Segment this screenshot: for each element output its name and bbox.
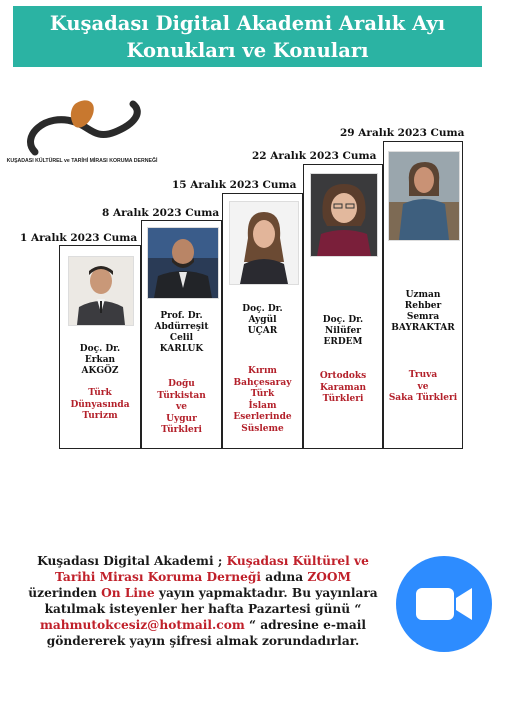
session-card-3 xyxy=(222,193,303,449)
speaker-name-4: Doç. Dr. Nilüfer ERDEM xyxy=(322,315,364,347)
session-topic-5: Truva ve Saka Türkleri xyxy=(388,370,458,403)
speaker-photo-1 xyxy=(68,256,134,326)
speaker-photo-5 xyxy=(388,151,460,241)
session-date-1: 1 Aralık 2023 Cuma xyxy=(20,232,138,244)
session-card-5 xyxy=(383,141,463,449)
page-title-line2: Konukları ve Konuları xyxy=(126,39,369,62)
session-date-4: 22 Aralık 2023 Cuma xyxy=(252,150,377,162)
online-word: On Line xyxy=(101,586,155,600)
logo-text: KUŞADASI KÜLTÜREL ve TARİHİ MİRASI KORUMA DERNEĞİ xyxy=(6,158,158,164)
speaker-photo-2 xyxy=(147,227,219,299)
session-date-3: 15 Aralık 2023 Cuma xyxy=(172,179,297,191)
header-banner xyxy=(13,6,482,67)
speaker-photo-3 xyxy=(229,201,299,285)
session-date-2: 8 Aralık 2023 Cuma xyxy=(102,207,220,219)
session-card-2 xyxy=(141,220,222,449)
association-name: Kuşadası Kültürel ve Tarihi Mirası Koruma Derneği xyxy=(55,554,369,584)
session-card-4 xyxy=(303,164,383,449)
speaker-name-1: Doç. Dr. Erkan AKGÖZ xyxy=(79,344,121,376)
session-topic-4: Ortodoks Karaman Türkleri xyxy=(319,371,367,404)
session-topic-1: Türk Dünyasında Turizm xyxy=(70,388,130,421)
contact-email[interactable]: mahmutokcesiz@hotmail.com xyxy=(39,618,245,632)
page-title-line1: Kuşadası Digital Akademi Aralık Ayı xyxy=(49,12,446,35)
session-topic-3: Kırım Bahçesaray Türk İslam Eserlerinde Süsleme xyxy=(233,366,292,434)
speaker-name-2: Prof. Dr. Abdürreşit Celil KARLUK xyxy=(154,311,209,354)
speaker-name-3: Doç. Dr. Aygül UÇAR xyxy=(242,304,283,336)
speaker-name-5: Uzman Rehber Semra BAYRAKTAR xyxy=(391,290,455,333)
zoom-word: ZOOM xyxy=(307,570,351,584)
zoom-camera-icon xyxy=(396,556,492,652)
session-topic-2: Doğu Türkistan ve Uygur Türkleri xyxy=(157,379,206,435)
footer-text: Kuşadası Digital Akademi ; Kuşadası Kültürel ve Tarihi Mirası Koruma Derneği adına ZOOM üzerinden On Line yayın yapmaktadır. Bu yayınlara katılmak isteyenler her hafta Pazartesi günü “ mahmutokcesiz@hotmail.com “ adresine e-mail göndererek yayın şifresi almak zorundadırlar. xyxy=(28,554,378,648)
speaker-photo-4 xyxy=(310,173,378,257)
session-date-5: 29 Aralık 2023 Cuma xyxy=(340,127,465,139)
session-card-1 xyxy=(59,245,141,449)
association-logo-icon xyxy=(6,92,158,172)
